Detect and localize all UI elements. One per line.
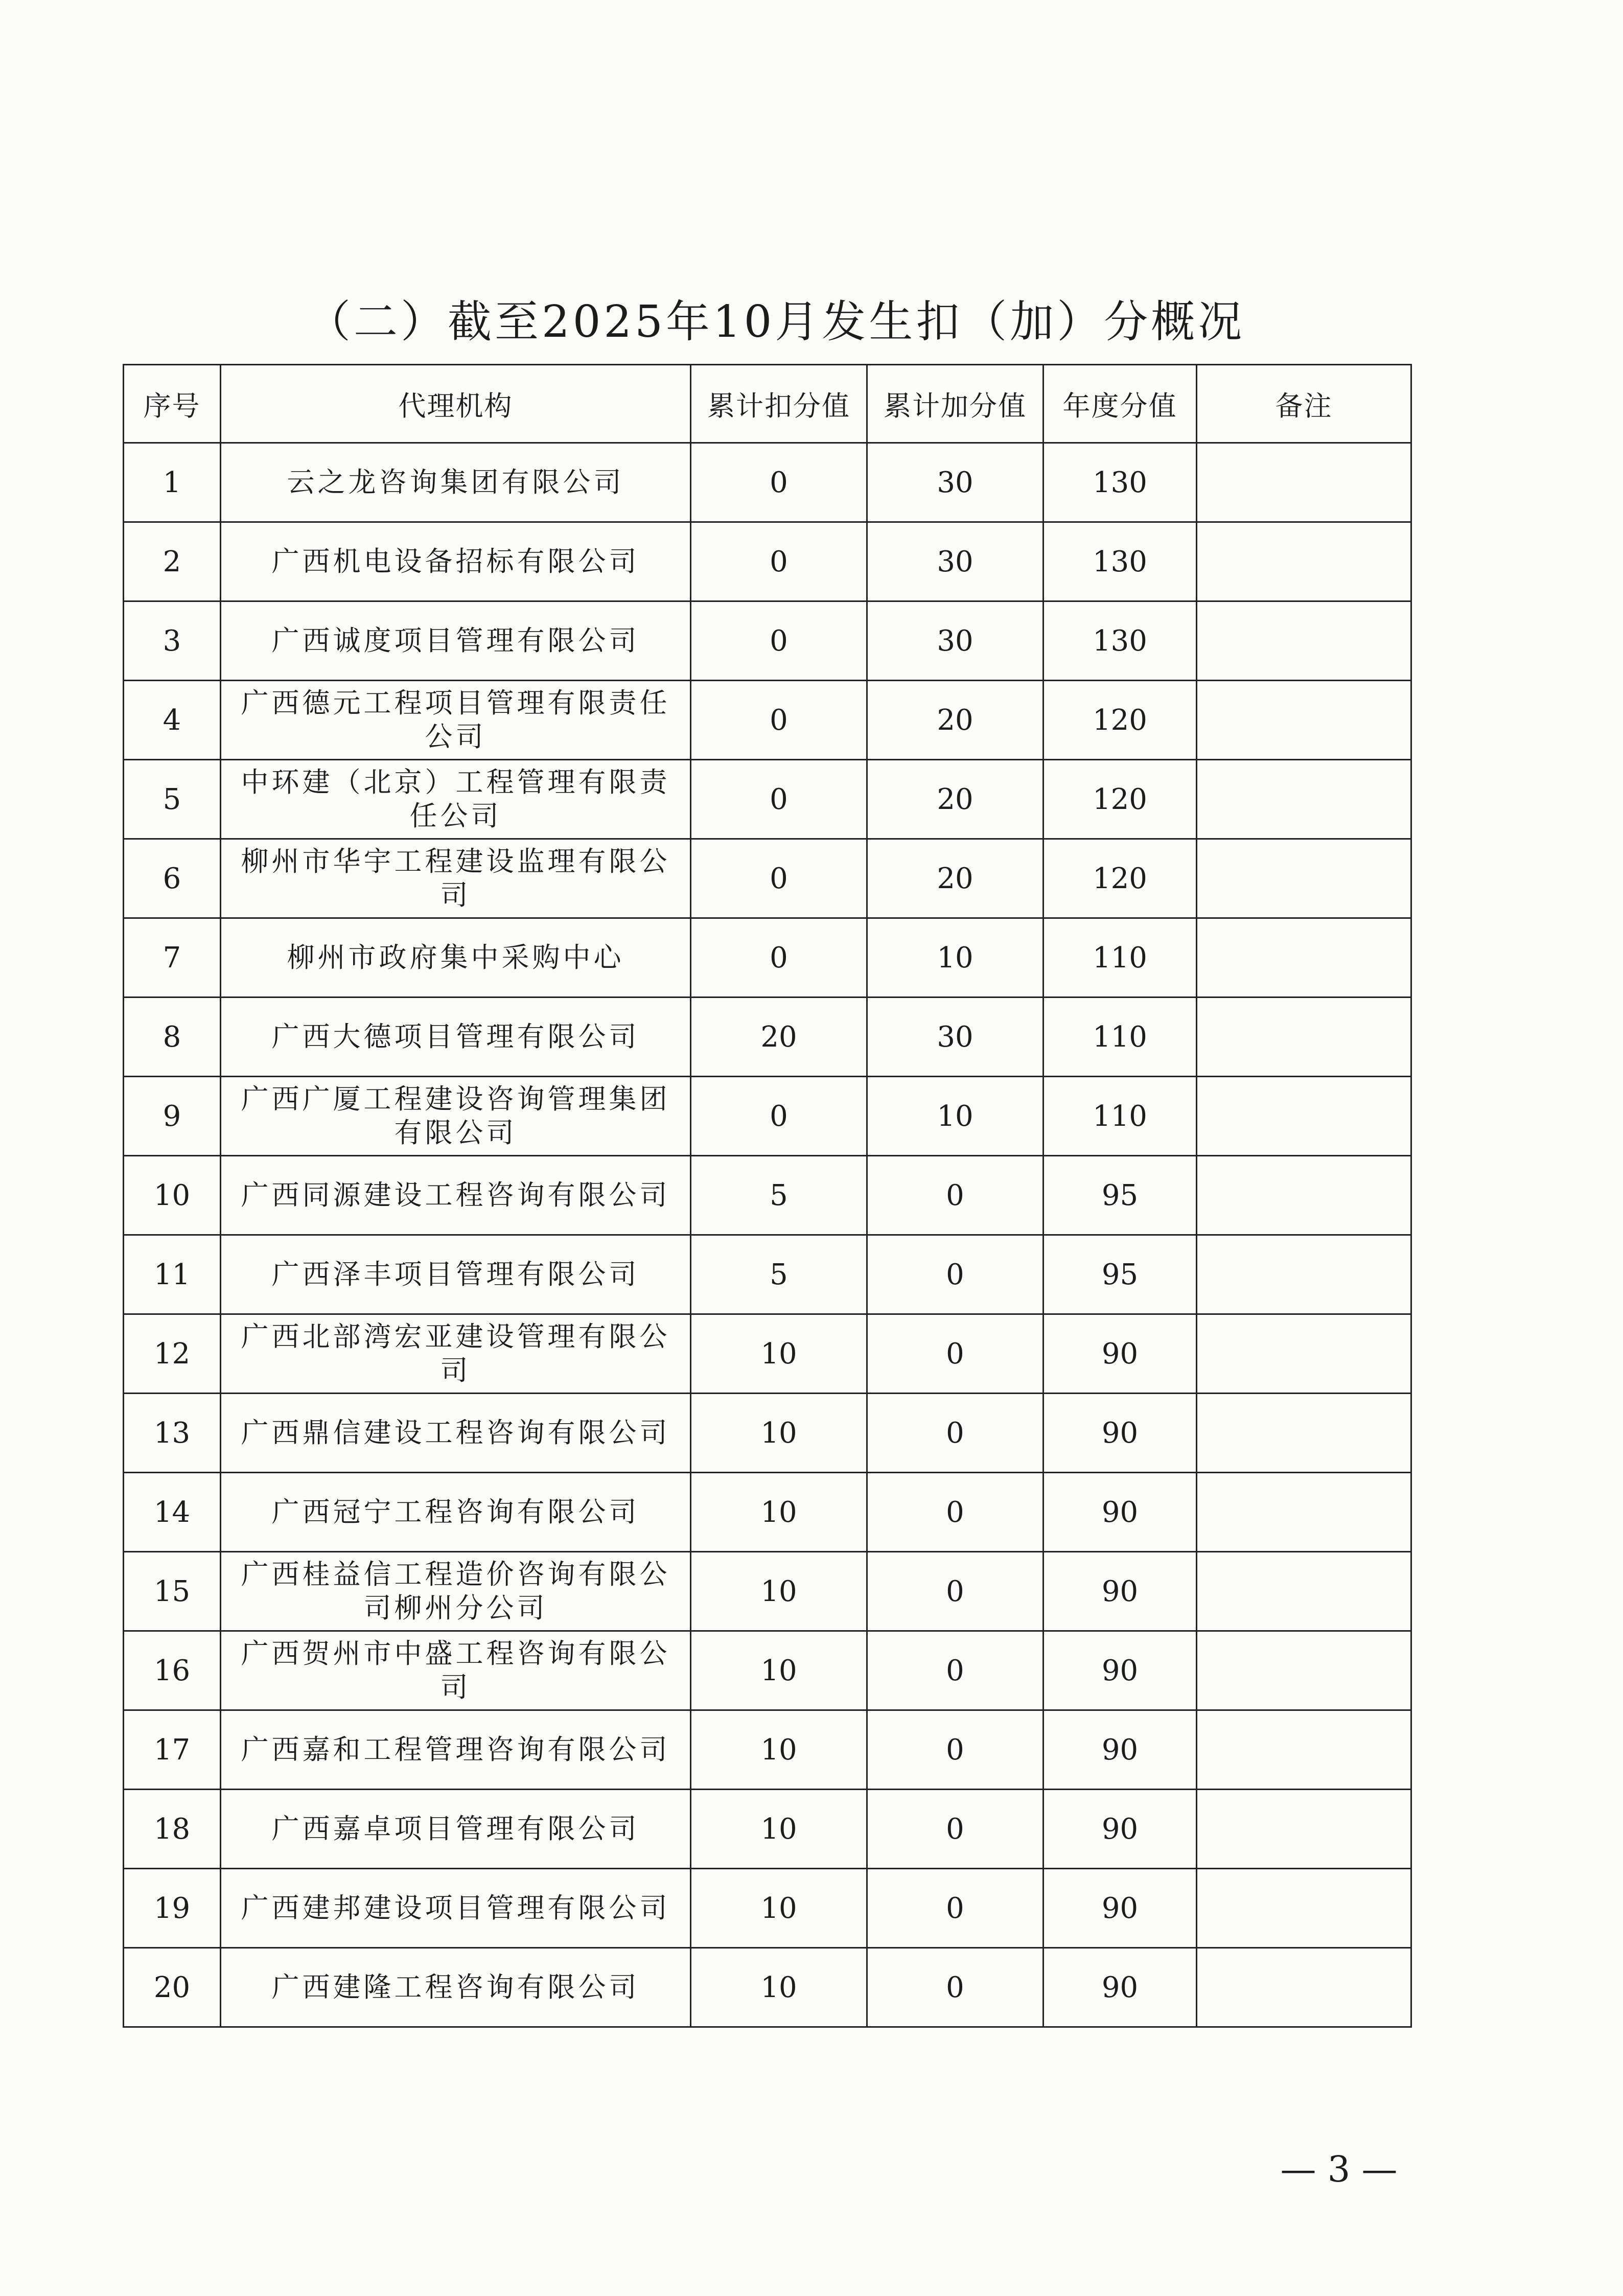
cell-seq: 8 [124, 998, 221, 1077]
cell-annual: 90 [1044, 1473, 1197, 1552]
cell-remark [1197, 1077, 1411, 1156]
cell-annual: 90 [1044, 1394, 1197, 1473]
cell-add: 0 [867, 1710, 1044, 1790]
cell-agency: 柳州市华宇工程建设监理有限公司 [221, 839, 691, 918]
header-annual: 年度分值 [1044, 365, 1197, 443]
cell-annual: 120 [1044, 681, 1197, 760]
cell-add: 0 [867, 1394, 1044, 1473]
cell-remark [1197, 998, 1411, 1077]
cell-add: 0 [867, 1869, 1044, 1948]
cell-agency: 广西嘉和工程管理咨询有限公司 [221, 1710, 691, 1790]
cell-deduct: 10 [691, 1790, 867, 1869]
table-row [124, 1552, 1411, 1631]
cell-deduct: 10 [691, 1869, 867, 1948]
cell-annual: 90 [1044, 1790, 1197, 1869]
cell-seq: 7 [124, 918, 221, 998]
cell-agency: 广西建邦建设项目管理有限公司 [221, 1869, 691, 1948]
cell-remark [1197, 1473, 1411, 1552]
cell-add: 20 [867, 681, 1044, 760]
cell-add: 30 [867, 998, 1044, 1077]
cell-add: 10 [867, 1077, 1044, 1156]
cell-annual: 90 [1044, 1869, 1197, 1948]
table-title: （二）截至2025年10月发生扣（加）分概况 [307, 296, 1245, 347]
cell-seq: 5 [124, 760, 221, 839]
cell-deduct: 10 [691, 1710, 867, 1790]
cell-add: 0 [867, 1790, 1044, 1869]
cell-seq: 11 [124, 1235, 221, 1314]
table-row [124, 998, 1411, 1077]
cell-add: 0 [867, 1552, 1044, 1631]
header-deduct: 累计扣分值 [691, 365, 867, 443]
header-seq: 序号 [124, 365, 221, 443]
cell-remark [1197, 1394, 1411, 1473]
cell-seq: 1 [124, 443, 221, 522]
table-row [124, 1077, 1411, 1156]
cell-remark [1197, 1235, 1411, 1314]
cell-remark [1197, 522, 1411, 601]
header-add: 累计加分值 [867, 365, 1044, 443]
cell-add: 30 [867, 601, 1044, 681]
cell-deduct: 5 [691, 1156, 867, 1235]
cell-add: 30 [867, 522, 1044, 601]
cell-remark [1197, 443, 1411, 522]
cell-seq: 15 [124, 1552, 221, 1631]
cell-agency: 柳州市政府集中采购中心 [221, 918, 691, 998]
cell-seq: 14 [124, 1473, 221, 1552]
cell-seq: 10 [124, 1156, 221, 1235]
cell-add: 0 [867, 1156, 1044, 1235]
cell-agency: 广西机电设备招标有限公司 [221, 522, 691, 601]
cell-remark [1197, 1948, 1411, 2027]
cell-annual: 90 [1044, 1710, 1197, 1790]
cell-agency: 广西德元工程项目管理有限责任公司 [221, 681, 691, 760]
cell-add: 0 [867, 1631, 1044, 1710]
cell-annual: 95 [1044, 1235, 1197, 1314]
cell-agency: 中环建（北京）工程管理有限责任公司 [221, 760, 691, 839]
cell-seq: 20 [124, 1948, 221, 2027]
cell-annual: 90 [1044, 1314, 1197, 1394]
cell-deduct: 10 [691, 1948, 867, 2027]
cell-annual: 110 [1044, 918, 1197, 998]
cell-deduct: 0 [691, 522, 867, 601]
table-row [124, 839, 1411, 918]
cell-remark [1197, 918, 1411, 998]
cell-annual: 90 [1044, 1631, 1197, 1710]
cell-add: 0 [867, 1314, 1044, 1394]
cell-agency: 广西冠宁工程咨询有限公司 [221, 1473, 691, 1552]
score-table [123, 364, 1412, 2028]
cell-remark [1197, 1156, 1411, 1235]
cell-add: 30 [867, 443, 1044, 522]
table-row [124, 601, 1411, 681]
cell-annual: 130 [1044, 522, 1197, 601]
cell-seq: 16 [124, 1631, 221, 1710]
header-agency: 代理机构 [221, 365, 691, 443]
cell-remark [1197, 1790, 1411, 1869]
cell-remark [1197, 681, 1411, 760]
cell-agency: 广西北部湾宏亚建设管理有限公司 [221, 1314, 691, 1394]
cell-deduct: 0 [691, 760, 867, 839]
cell-deduct: 0 [691, 839, 867, 918]
table-row [124, 1631, 1411, 1710]
cell-agency: 广西同源建设工程咨询有限公司 [221, 1156, 691, 1235]
cell-deduct: 0 [691, 601, 867, 681]
cell-annual: 95 [1044, 1156, 1197, 1235]
cell-seq: 2 [124, 522, 221, 601]
cell-deduct: 5 [691, 1235, 867, 1314]
cell-add: 20 [867, 839, 1044, 918]
cell-remark [1197, 601, 1411, 681]
cell-add: 10 [867, 918, 1044, 998]
cell-deduct: 0 [691, 681, 867, 760]
cell-seq: 13 [124, 1394, 221, 1473]
cell-agency: 广西嘉卓项目管理有限公司 [221, 1790, 691, 1869]
cell-agency: 云之龙咨询集团有限公司 [221, 443, 691, 522]
cell-seq: 9 [124, 1077, 221, 1156]
cell-deduct: 0 [691, 1077, 867, 1156]
cell-annual: 130 [1044, 601, 1197, 681]
page-number: — 3 — [1280, 2148, 1398, 2190]
cell-deduct: 10 [691, 1473, 867, 1552]
cell-deduct: 10 [691, 1631, 867, 1710]
table-row [124, 1156, 1411, 1235]
table-row [124, 1473, 1411, 1552]
cell-agency: 广西桂益信工程造价咨询有限公司柳州分公司 [221, 1552, 691, 1631]
table-row [124, 1790, 1411, 1869]
cell-seq: 18 [124, 1790, 221, 1869]
cell-agency: 广西建隆工程咨询有限公司 [221, 1948, 691, 2027]
cell-seq: 17 [124, 1710, 221, 1790]
cell-add: 0 [867, 1235, 1044, 1314]
cell-deduct: 0 [691, 443, 867, 522]
cell-seq: 4 [124, 681, 221, 760]
cell-annual: 90 [1044, 1552, 1197, 1631]
table-body [124, 443, 1411, 2027]
table-row [124, 522, 1411, 601]
cell-remark [1197, 1314, 1411, 1394]
cell-annual: 120 [1044, 760, 1197, 839]
cell-deduct: 10 [691, 1314, 867, 1394]
table-row [124, 443, 1411, 522]
table-row [124, 1948, 1411, 2027]
cell-agency: 广西诚度项目管理有限公司 [221, 601, 691, 681]
cell-annual: 90 [1044, 1948, 1197, 2027]
cell-deduct: 0 [691, 918, 867, 998]
cell-add: 20 [867, 760, 1044, 839]
table-header-row [124, 365, 1411, 443]
cell-remark [1197, 839, 1411, 918]
cell-annual: 130 [1044, 443, 1197, 522]
cell-remark [1197, 760, 1411, 839]
cell-remark [1197, 1552, 1411, 1631]
cell-annual: 110 [1044, 998, 1197, 1077]
table-row [124, 1235, 1411, 1314]
cell-deduct: 20 [691, 998, 867, 1077]
cell-add: 0 [867, 1948, 1044, 2027]
cell-remark [1197, 1631, 1411, 1710]
table-row [124, 760, 1411, 839]
cell-remark [1197, 1710, 1411, 1790]
cell-seq: 3 [124, 601, 221, 681]
cell-deduct: 10 [691, 1552, 867, 1631]
cell-agency: 广西贺州市中盛工程咨询有限公司 [221, 1631, 691, 1710]
cell-seq: 12 [124, 1314, 221, 1394]
cell-deduct: 10 [691, 1394, 867, 1473]
cell-agency: 广西广厦工程建设咨询管理集团有限公司 [221, 1077, 691, 1156]
table-row [124, 1314, 1411, 1394]
table-row [124, 1869, 1411, 1948]
cell-agency: 广西鼎信建设工程咨询有限公司 [221, 1394, 691, 1473]
table-row [124, 1394, 1411, 1473]
header-remark: 备注 [1197, 365, 1411, 443]
cell-agency: 广西大德项目管理有限公司 [221, 998, 691, 1077]
table-row [124, 918, 1411, 998]
table-row [124, 1710, 1411, 1790]
table-row [124, 681, 1411, 760]
cell-seq: 6 [124, 839, 221, 918]
cell-remark [1197, 1869, 1411, 1948]
cell-annual: 110 [1044, 1077, 1197, 1156]
cell-agency: 广西泽丰项目管理有限公司 [221, 1235, 691, 1314]
cell-add: 0 [867, 1473, 1044, 1552]
cell-annual: 120 [1044, 839, 1197, 918]
cell-seq: 19 [124, 1869, 221, 1948]
